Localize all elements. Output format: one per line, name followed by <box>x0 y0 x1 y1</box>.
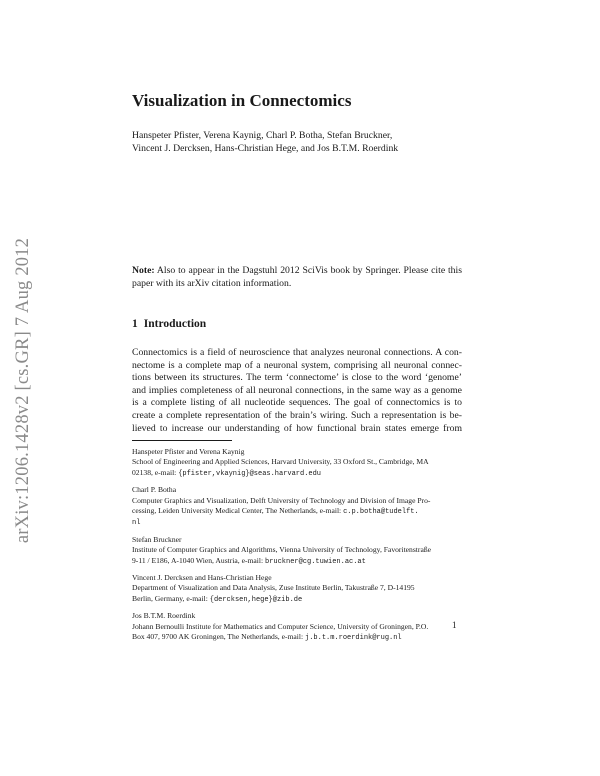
paragraph-line: and implies completeness of all neuronal connections, in the same way as a genome <box>132 384 462 396</box>
section-title: Introduction <box>143 318 207 330</box>
affiliation-address: Institute of Computer Graphics and Algorithms, Vienna University of Technology, Favoritenstraße <box>132 545 431 555</box>
affiliation-address: cessing, Leiden University Medical Center, The Netherlands, e-mail: c.p.botha@tudelft. <box>132 506 419 517</box>
paragraph-line: tions between its structures. The term ‘connectome’ is close to the word ‘genome’ <box>132 372 462 384</box>
email-address: {pfister,vkaynig}@seas.harvard.edu <box>178 469 322 478</box>
affiliation-block <box>132 611 462 643</box>
affiliation-names: Hanspeter Pfister and Verena Kaynig <box>132 447 245 456</box>
author-line: Vincent J. Dercksen, Hans-Christian Hege, and Jos B.T.M. Roerdink <box>132 143 399 154</box>
affiliation-address: Department of Visualization and Data Analysis, Zuse Institute Berlin, Takustraße 7, D-14195 <box>132 583 415 593</box>
author-line: Hanspeter Pfister, Verena Kaynig, Charl P. Botha, Stefan Bruckner, <box>132 130 393 141</box>
affiliation-names: Vincent J. Dercksen and Hans-Christian Hege <box>132 573 272 583</box>
note-label: Note: <box>132 265 155 276</box>
paragraph-line: is a complete listing of all nucleotide sequences. The goal of connectomics is to <box>132 397 462 409</box>
paragraph-line: Connectomics is a field of neuroscience that analyzes neuronal connections. A con- <box>132 347 462 358</box>
email-address: j.b.t.m.roerdink@rug.nl <box>305 634 402 643</box>
footnote-divider <box>132 440 232 441</box>
note-text: Also to appear in the Dagstuhl 2012 SciVis book by Springer. Please cite this paper with its arXiv citation information. <box>132 265 462 289</box>
affiliation-names: Charl P. Botha <box>132 485 177 495</box>
affiliation-address: Box 407, 9700 AK Groningen, The Netherlands, e-mail: j.b.t.m.roerdink@rug.nl <box>132 632 402 643</box>
affiliation-address: School of Engineering and Applied Sciences, Harvard University, 33 Oxford St., Cambridge, MA <box>132 457 429 467</box>
paragraph-line: lieved to increase our understanding of how functional brain states emerge from <box>132 422 462 434</box>
affiliation-address: Computer Graphics and Visualization, Delft University of Technology and Division of Image Pro- <box>132 495 431 505</box>
email-address: {dercksen,hege}@zib.de <box>209 595 303 604</box>
section-number: 1 <box>132 318 138 330</box>
affiliation-names: Jos B.T.M. Roerdink <box>132 611 196 621</box>
page-number: 1 <box>452 620 457 630</box>
email-address: nl <box>132 519 141 528</box>
paragraph-line: nectome is a complete map of a neuronal system, comprising all neuronal connec- <box>132 359 462 371</box>
affiliation-address: 02138, e-mail: {pfister,vkaynig}@seas.harvard.edu <box>132 467 322 478</box>
affiliation-block <box>132 573 462 605</box>
arxiv-identifier: arXiv:1206.1428v2 [cs.GR] 7 Aug 2012 <box>13 237 34 543</box>
affiliation-address: 9-11 / E186, A-1040 Wien, Austria, e-mail: bruckner@cg.tuwien.ac.at <box>132 555 366 566</box>
affiliations-footnote <box>132 447 462 650</box>
affiliation-address <box>132 517 462 528</box>
intro-paragraph <box>132 347 462 435</box>
email-address: c.p.botha@tudelft. <box>343 508 419 517</box>
affiliation-block <box>132 535 462 567</box>
paragraph-line: create a complete representation of the brain’s wiring. Such a representation is be- <box>132 409 462 421</box>
affiliation-block <box>132 485 462 529</box>
affiliation-address: Johann Bernoulli Institute for Mathematics and Computer Science, University of Groningen, P.O. <box>132 621 429 631</box>
author-list <box>132 129 462 155</box>
paper-title: Visualization in Connectomics <box>132 91 352 110</box>
affiliation-names: Stefan Bruckner <box>132 534 182 544</box>
affiliation-address: Berlin, Germany, e-mail: {dercksen,hege}@zib.de <box>132 593 303 604</box>
citation-note <box>132 264 462 290</box>
arxiv-sidebar-stamp <box>6 210 42 570</box>
affiliation-block <box>132 447 462 479</box>
section-heading <box>132 318 206 330</box>
email-address: bruckner@cg.tuwien.ac.at <box>265 557 366 566</box>
